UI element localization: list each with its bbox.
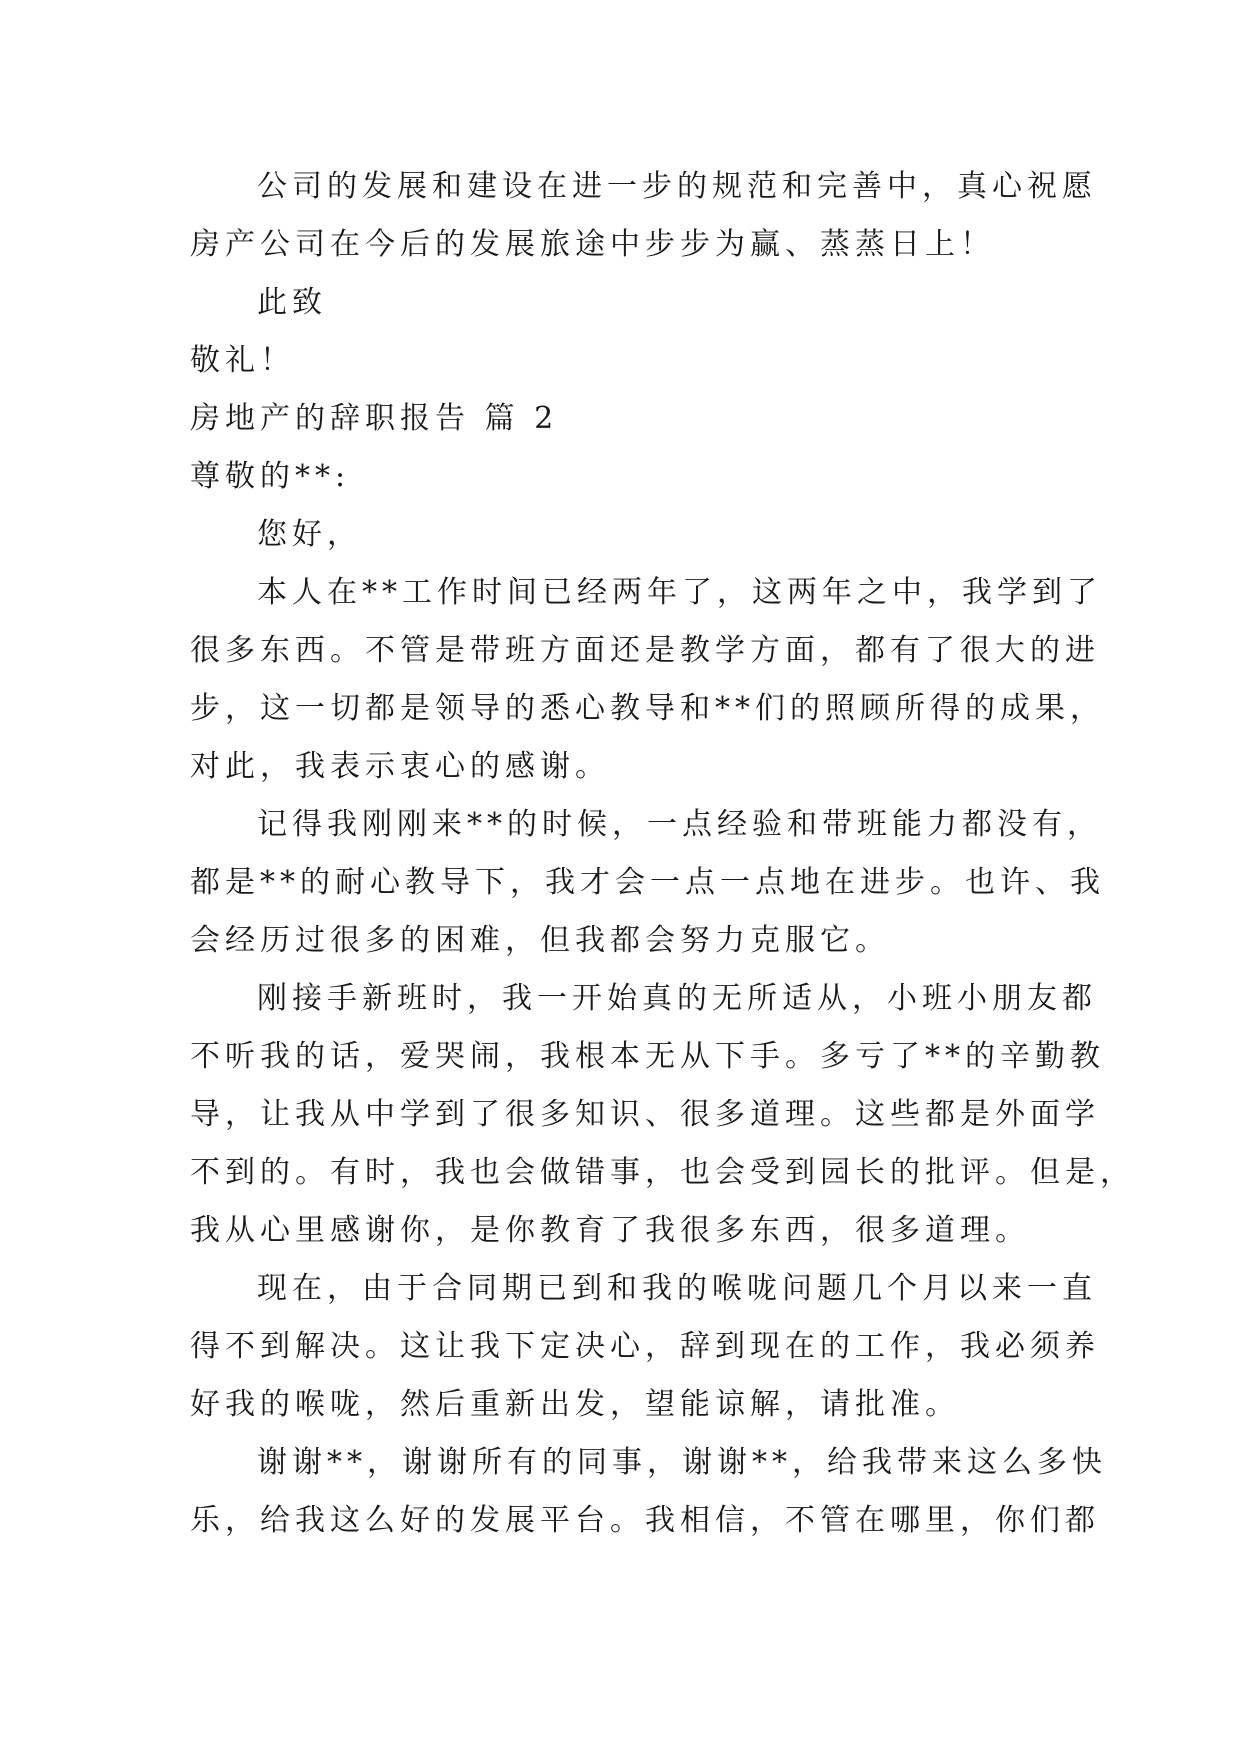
text-line: 导，让我从中学到了很多知识、很多道理。这些都是外面学 — [190, 1097, 1100, 1132]
text-line: 乐，给我这么好的发展平台。我相信，不管在哪里，你们都 — [190, 1503, 1100, 1538]
text-line: 步，这一切都是领导的悉心教导和**们的照顾所得的成果， — [190, 691, 1105, 726]
document-body — [190, 158, 1135, 1550]
text-line: 不听我的话，爱哭闹，我根本无从下手。多亏了**的辛勤教 — [190, 1039, 1105, 1074]
text-line: 会经历过很多的困难，但我都会努力克服它。 — [190, 923, 890, 958]
text-line: 房产公司在今后的发展旅途中步步为赢、蒸蒸日上！ — [190, 227, 995, 262]
greeting: 您好， — [257, 517, 362, 552]
text-line: 现在，由于合同期已到和我的喉咙问题几个月以来一直 — [257, 1271, 1097, 1306]
section-heading: 房地产的辞职报告 篇 2 — [190, 401, 559, 436]
text-line: 刚接手新班时，我一开始真的无所适从，小班小朋友都 — [257, 981, 1097, 1016]
closing-regards: 敬礼！ — [190, 343, 295, 378]
text-line: 对此，我表示衷心的感谢。 — [190, 749, 610, 784]
text-line: 得不到解决。这让我下定决心，辞到现在的工作，我必须养 — [190, 1329, 1100, 1364]
greeting-addressee: 尊敬的**: — [190, 459, 351, 494]
text-line: 记得我刚刚来**的时候，一点经验和带班能力都没有， — [257, 807, 1102, 842]
text-line: 本人在**工作时间已经两年了，这两年之中，我学到了 — [257, 575, 1102, 610]
text-line: 好我的喉咙，然后重新出发，望能谅解，请批准。 — [190, 1387, 960, 1422]
closing-salutation: 此致 — [257, 285, 327, 320]
text-line: 都是**的耐心教导下，我才会一点一点地在进步。也许、我 — [190, 865, 1105, 900]
text-line: 我从心里感谢你，是你教育了我很多东西，很多道理。 — [190, 1213, 1030, 1248]
text-line: 不到的。有时，我也会做错事，也会受到园长的批评。但是， — [190, 1155, 1135, 1190]
text-line: 谢谢**，谢谢所有的同事，谢谢**，给我带来这么多快 — [257, 1445, 1107, 1480]
text-line: 公司的发展和建设在进一步的规范和完善中，真心祝愿 — [257, 169, 1097, 204]
text-line: 很多东西。不管是带班方面还是教学方面，都有了很大的进 — [190, 633, 1100, 668]
